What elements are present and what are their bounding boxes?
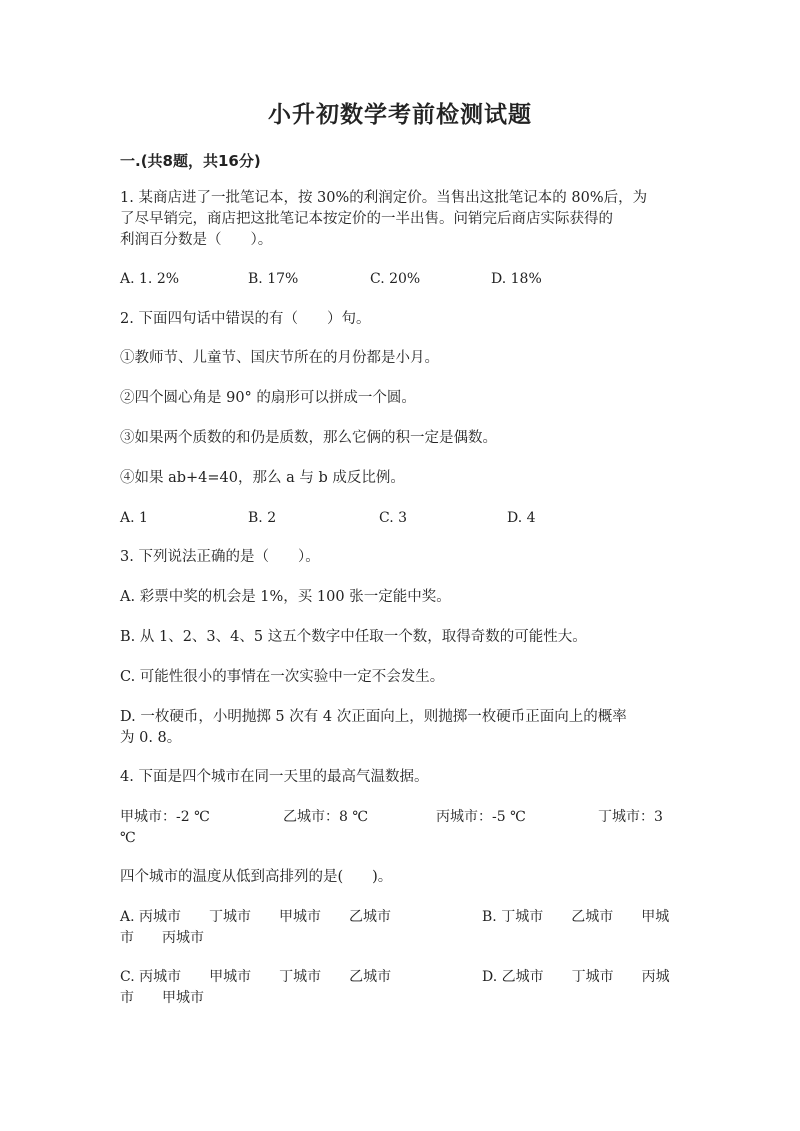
q1-option-b: B. 17% — [248, 271, 299, 287]
q2-option-b: B. 2 — [248, 510, 277, 526]
q1-stem-line2: 了尽早销完，商店把这批笔记本按定价的一半出售。问销完后商店实际获得的 — [120, 211, 613, 227]
q4-option-c: C. 丙城市 甲城市 丁城市 乙城市 — [120, 969, 392, 985]
q1-stem-line1: 1. 某商店进了一批笔记本，按 30%的利润定价。当售出这批笔记本的 80%后，为 — [120, 190, 648, 206]
q4-city-yi: 乙城市：8 ℃ — [283, 809, 369, 825]
q4-option-b: B. 丁城市 乙城市 甲城 — [482, 909, 670, 925]
q1-option-d: D. 18% — [491, 271, 542, 287]
q1-stem-line3: 利润百分数是（ ）。 — [120, 232, 273, 248]
q3-stem: 3. 下列说法正确的是（ ）。 — [120, 549, 320, 565]
q2-option-d: D. 4 — [507, 510, 536, 526]
q3-option-c: C. 可能性很小的事情在一次实验中一定不会发生。 — [120, 669, 445, 685]
q2-option-a: A. 1 — [120, 510, 148, 526]
section-heading: 一.(共8题，共16分) — [120, 152, 261, 170]
q2-statement-2: ②四个圆心角是 90° 的扇形可以拼成一个圆。 — [120, 390, 416, 406]
q2-statement-1: ①教师节、儿童节、国庆节所在的月份都是小月。 — [120, 350, 439, 366]
q4-option-cd-wrap: 市 甲城市 — [120, 990, 204, 1006]
q4-city-bing: 丙城市：-5 ℃ — [436, 809, 526, 825]
q4-stem: 4. 下面是四个城市在同一天里的最高气温数据。 — [120, 769, 429, 785]
q1-option-a: A. 1. 2% — [120, 271, 180, 287]
q4-question: 四个城市的温度从低到高排列的是( )。 — [120, 869, 393, 885]
q2-statement-4: ④如果 ab+4=40，那么 a 与 b 成反比例。 — [120, 470, 405, 486]
q4-city-ding: 丁城市：3 — [598, 809, 663, 825]
q2-statement-3: ③如果两个质数的和仍是质数，那么它俩的积一定是偶数。 — [120, 430, 497, 446]
q3-option-d-line2: 为 0. 8。 — [120, 730, 182, 746]
q2-option-c: C. 3 — [379, 510, 408, 526]
q4-city-ding-unit: ℃ — [120, 830, 136, 846]
q3-option-b: B. 从 1、2、3、4、5 这五个数字中任取一个数，取得奇数的可能性大。 — [120, 629, 587, 645]
q2-stem: 2. 下面四句话中错误的有（ ）句。 — [120, 311, 371, 327]
q1-option-c: C. 20% — [370, 271, 421, 287]
page-title: 小升初数学考前检测试题 — [268, 102, 532, 128]
q4-option-a: A. 丙城市 丁城市 甲城市 乙城市 — [120, 909, 392, 925]
q3-option-a: A. 彩票中奖的机会是 1%，买 100 张一定能中奖。 — [120, 589, 451, 605]
q4-option-ab-wrap: 市 丙城市 — [120, 930, 204, 946]
q4-city-jia: 甲城市：-2 ℃ — [120, 809, 210, 825]
q4-option-d: D. 乙城市 丁城市 丙城 — [482, 969, 670, 985]
q3-option-d-line1: D. 一枚硬币，小明抛掷 5 次有 4 次正面向上，则抛掷一枚硬币正面向上的概率 — [120, 709, 627, 725]
